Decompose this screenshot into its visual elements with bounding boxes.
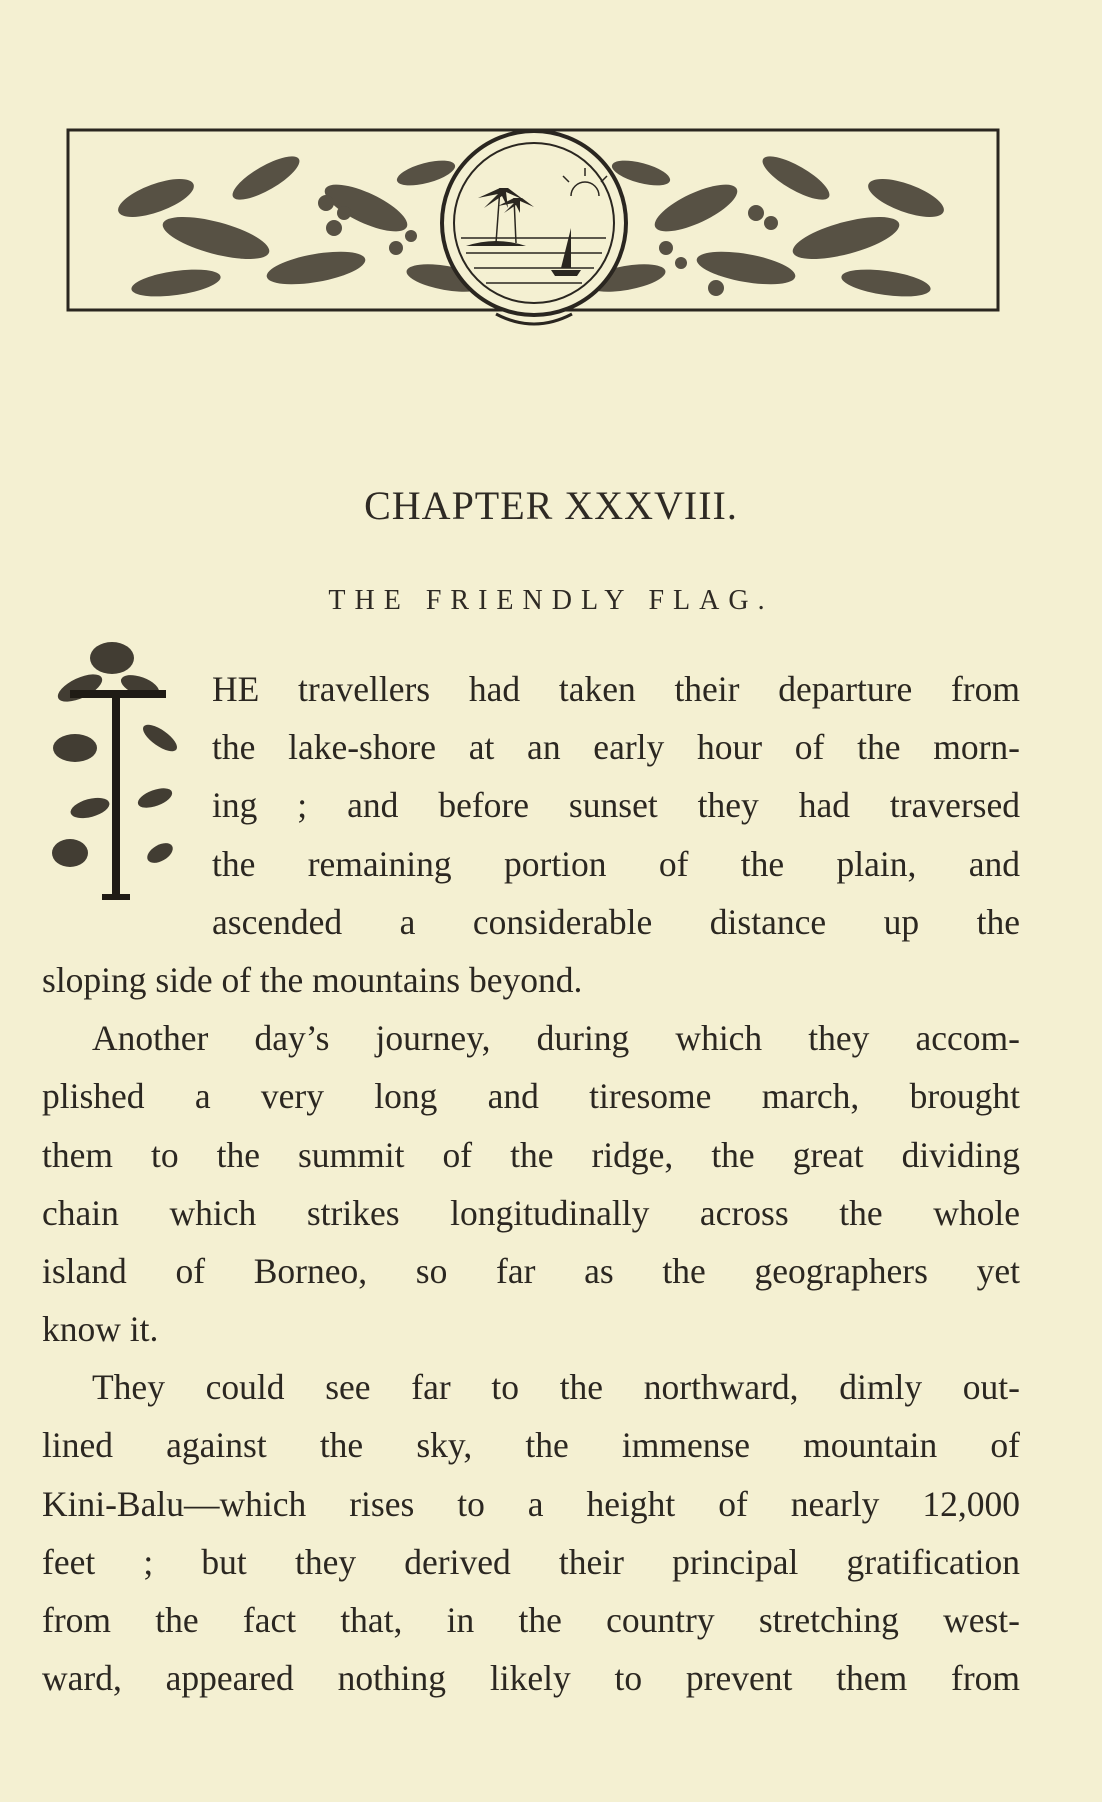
decorative-headpiece [66,118,1002,338]
text-line: lined against the sky, the immense mountain of [42,1425,1020,1466]
drop-cap-letter: T [118,738,119,739]
body-text [42,660,1020,1707]
text-line: them to the summit of the ridge, the great dividing [42,1134,1020,1175]
text-line: ascended a considerable distance up the [212,901,1020,942]
text-line: feet ; but they derived their principal gratification [42,1541,1020,1582]
text-line: island of Borneo, so far as the geographers yet [42,1250,1020,1291]
text-line: know it. [42,1309,159,1350]
text-line: ward, appeared nothing likely to prevent them from [42,1658,1020,1699]
text-line: They could see far to the northward, dimly out- [92,1367,1020,1408]
text-line: plished a very long and tiresome march, brought [42,1076,1020,1117]
text-line: HE travellers had taken their departure from [212,669,1020,709]
text-line: Another day’s journey, during which they accom- [92,1018,1020,1059]
text-line: the remaining portion of the plain, and [212,843,1020,884]
text-line: Kini-Balu—which rises to a height of nearly 12,000 [42,1483,1020,1524]
chapter-title: CHAPTER XXXVIII. [364,483,738,528]
text-line: chain which strikes longitudinally across the whole [42,1192,1020,1233]
text-line: the lake-shore at an early hour of the morn- [212,727,1020,768]
text-line: ing ; and before sunset they had traversed [212,785,1020,826]
text-line: from the fact that, in the country stretching west- [42,1600,1020,1640]
text-line: sloping side of the mountains beyond. [42,959,583,1000]
chapter-subtitle: THE FRIENDLY FLAG. [328,585,774,616]
